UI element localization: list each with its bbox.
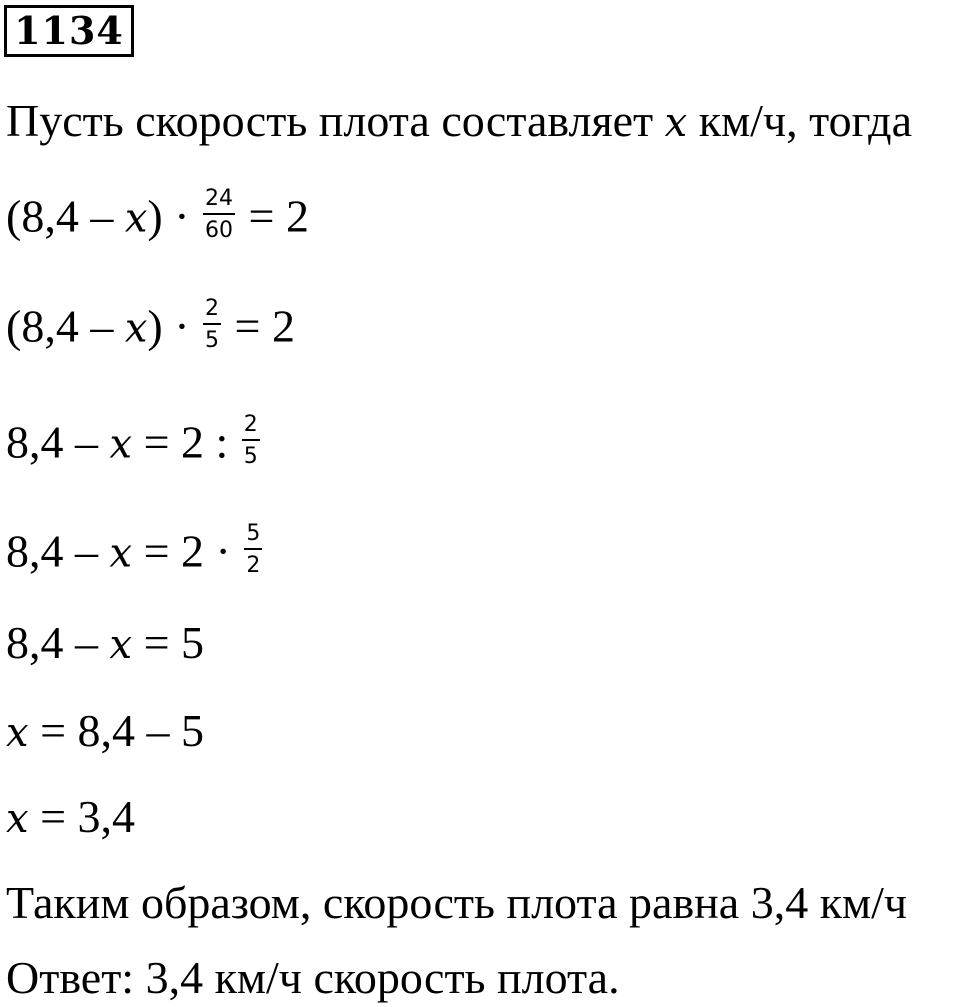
eq1-result: = 2 bbox=[237, 190, 309, 242]
problem-number: 1134 bbox=[4, 5, 134, 57]
equation-6 bbox=[6, 705, 205, 756]
fraction-denominator: 5 bbox=[243, 444, 258, 470]
fraction-numerator: 5 bbox=[244, 521, 262, 550]
intro-text-before: Пусть скорость плота составляет bbox=[6, 95, 665, 146]
eq7-rest: = 3,4 bbox=[28, 791, 136, 842]
eq3-lhs: 8,4 – bbox=[6, 416, 110, 468]
variable-x: x bbox=[109, 421, 133, 468]
eq6-rest: = 8,4 – 5 bbox=[28, 705, 205, 756]
eq1-lhs: (8,4 – bbox=[6, 190, 125, 242]
variable-x: x bbox=[664, 100, 688, 146]
intro-text-after: км/ч, тогда bbox=[687, 95, 912, 146]
eq1-paren: ) · bbox=[147, 190, 202, 242]
variable-x: x bbox=[6, 710, 29, 756]
equation-5 bbox=[6, 617, 205, 668]
equation-4 bbox=[6, 521, 264, 585]
eq2-result: = 2 bbox=[223, 300, 295, 352]
answer-line: Ответ: 3,4 км/ч скорость плота. bbox=[6, 952, 620, 1003]
variable-x: x bbox=[124, 195, 148, 242]
fraction bbox=[203, 186, 235, 244]
fraction-numerator: 2 bbox=[203, 296, 221, 325]
variable-x: x bbox=[6, 796, 29, 842]
eq3-mid: = 2 : bbox=[132, 416, 240, 468]
eq5-lhs: 8,4 – bbox=[6, 617, 110, 668]
eq4-mid: = 2 · bbox=[132, 525, 243, 577]
fraction-numerator: 24 bbox=[203, 186, 235, 215]
variable-x: x bbox=[109, 622, 133, 668]
fraction-denominator: 5 bbox=[205, 328, 220, 354]
fraction-denominator: 60 bbox=[205, 218, 234, 244]
equation-7 bbox=[6, 791, 136, 842]
eq2-lhs: (8,4 – bbox=[6, 300, 125, 352]
fraction-denominator: 2 bbox=[246, 553, 261, 579]
eq4-lhs: 8,4 – bbox=[6, 525, 110, 577]
fraction bbox=[242, 412, 260, 470]
intro-line bbox=[6, 95, 912, 146]
fraction bbox=[203, 296, 221, 354]
equation-3 bbox=[6, 412, 262, 476]
eq5-rest: = 5 bbox=[132, 617, 205, 668]
equation-1 bbox=[6, 186, 309, 250]
conclusion-line: Таким образом, скорость плота равна 3,4 км/ч bbox=[6, 877, 908, 928]
fraction-numerator: 2 bbox=[242, 412, 260, 441]
fraction bbox=[244, 521, 262, 579]
eq2-paren: ) · bbox=[147, 300, 202, 352]
equation-2 bbox=[6, 296, 295, 360]
variable-x: x bbox=[109, 530, 133, 577]
variable-x: x bbox=[124, 305, 148, 352]
